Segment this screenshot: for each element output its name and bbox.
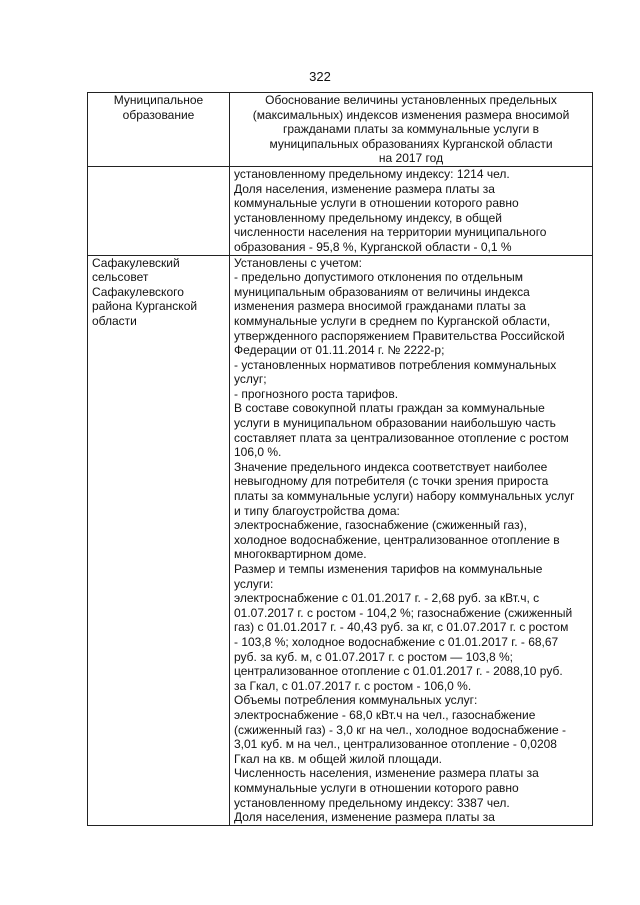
municipality-name-line: района Курганской <box>92 299 198 314</box>
justification-cell <box>230 166 593 255</box>
text-line: образования - 95,8 %, Курганской области - 0,1 % <box>234 239 512 254</box>
text-line: Доля населения, изменение размера платы за <box>234 810 495 825</box>
header-text-line: (максимальных) индексов изменения размера вносимой <box>252 107 570 122</box>
header-text-line: гражданами платы за коммунальные услуги в <box>282 122 540 137</box>
municipality-name-line: Сафакулевского <box>92 284 184 299</box>
text-line: холодное водоснабжение, централизованное отопление в <box>234 532 560 547</box>
header-text-line: Муниципальное <box>113 93 204 107</box>
justification-table <box>87 92 593 826</box>
table-row <box>88 166 593 255</box>
text-line: платы за коммунальные услуги) набору коммунальных услуг <box>234 489 575 504</box>
text-line: В составе совокупной платы граждан за коммунальные <box>234 401 545 416</box>
table-header-row <box>88 93 593 167</box>
text-line: 106,0 %. <box>234 445 282 460</box>
text-line: Федерации от 01.11.2014 г. № 2222-р; <box>234 343 445 358</box>
justification-cell <box>230 255 593 825</box>
text-line: Гкал на кв. м общей жилой площади. <box>234 751 443 766</box>
municipality-cell <box>88 255 230 825</box>
text-line: - прогнозного роста тарифов. <box>234 386 399 401</box>
text-line: - предельно допустимого отклонения по отдельным <box>234 270 523 285</box>
text-line: установленному предельному индексу: 3387 чел. <box>234 795 510 810</box>
text-line: Объемы потребления коммунальных услуг: <box>234 693 478 708</box>
text-line: установленному предельному индексу, в общей <box>234 210 502 225</box>
table-row <box>88 255 593 825</box>
text-line: Установлены с учетом: <box>234 255 362 270</box>
text-line: установленному предельному индексу: 1214 чел. <box>234 166 510 181</box>
page-number: 322 <box>309 69 331 84</box>
text-line: коммунальные услуги в отношении которого равно <box>234 780 519 795</box>
text-line: утвержденного распоряжением Правительства Российской <box>234 328 565 343</box>
header-municipality <box>88 93 230 167</box>
text-line: электроснабжение, газоснабжение (сжиженный газ), <box>234 518 527 533</box>
text-line: за Гкал, с 01.07.2017 г. с ростом - 106,0 %. <box>234 678 472 693</box>
text-line: (сжиженный газ) - 3,0 кг на чел., холодное водоснабжение - <box>234 722 566 737</box>
header-text-line: Обоснование величины установленных предельных <box>265 93 557 107</box>
text-line: Размер и темпы изменения тарифов на коммунальные <box>234 562 543 576</box>
text-line: 3,01 куб. м на чел., централизованное отопление - 0,0208 <box>234 737 557 752</box>
text-line: муниципальным образованиям от величины индекса <box>234 284 530 299</box>
text-line: - установленных нормативов потребления коммунальных <box>234 357 557 372</box>
municipality-name-line: Сафакулевский <box>92 255 180 270</box>
text-line: электроснабжение с 01.01.2017 г. - 2,68 руб. за кВт.ч, с <box>234 591 540 606</box>
municipality-name-line: сельсовет <box>92 270 149 285</box>
municipality-name-line: области <box>92 313 137 328</box>
text-line: Доля населения, изменение размера платы за <box>234 181 495 196</box>
header-justification <box>230 93 593 167</box>
text-line: Значение предельного индекса соответствует наиболее <box>234 459 548 474</box>
text-line: коммунальные услуги в среднем по Курганской области, <box>234 313 551 328</box>
text-line: невыгодному для потребителя (с точки зрения прироста <box>234 474 549 489</box>
text-line: изменения размера вносимой гражданами платы за <box>234 299 526 314</box>
text-line: услуг; <box>234 372 267 387</box>
text-line: коммунальные услуги в отношении которого равно <box>234 196 519 211</box>
text-line: газ) с 01.01.2017 г. - 40,43 руб. за кг, с 01.07.2017 г. с ростом <box>234 620 569 635</box>
text-line: электроснабжение - 68,0 кВт.ч на чел., газоснабжение <box>234 707 536 722</box>
text-line: - 103,8 %; холодное водоснабжение с 01.01.2017 г. - 68,67 <box>234 634 559 649</box>
text-line: численности населения на территории муниципального <box>234 225 547 240</box>
header-text-line: муниципальных образованиях Курганской области <box>269 136 553 151</box>
text-line: услуги: <box>234 576 274 591</box>
text-line: составляет плата за централизованное отопление с ростом <box>234 430 569 445</box>
header-text-line: на 2017 год <box>378 151 444 166</box>
text-line: руб. за куб. м, с 01.07.2017 г. с ростом — 103,8 %; <box>234 649 514 664</box>
text-line: централизованное отопление с 01.01.2017 г. - 2088,10 руб. <box>234 664 563 679</box>
text-line: многоквартирном доме. <box>234 547 367 562</box>
municipality-cell-empty <box>88 166 230 255</box>
text-line: и типу благоустройства дома: <box>234 503 400 518</box>
text-line: 01.07.2017 г. с ростом - 104,2 %; газоснабжение (сжиженный <box>234 605 573 620</box>
header-text-line: образование <box>122 107 195 122</box>
text-line: услуги в муниципальном образовании наибольшую часть <box>234 416 556 431</box>
text-line: Численность населения, изменение размера платы за <box>234 766 539 781</box>
